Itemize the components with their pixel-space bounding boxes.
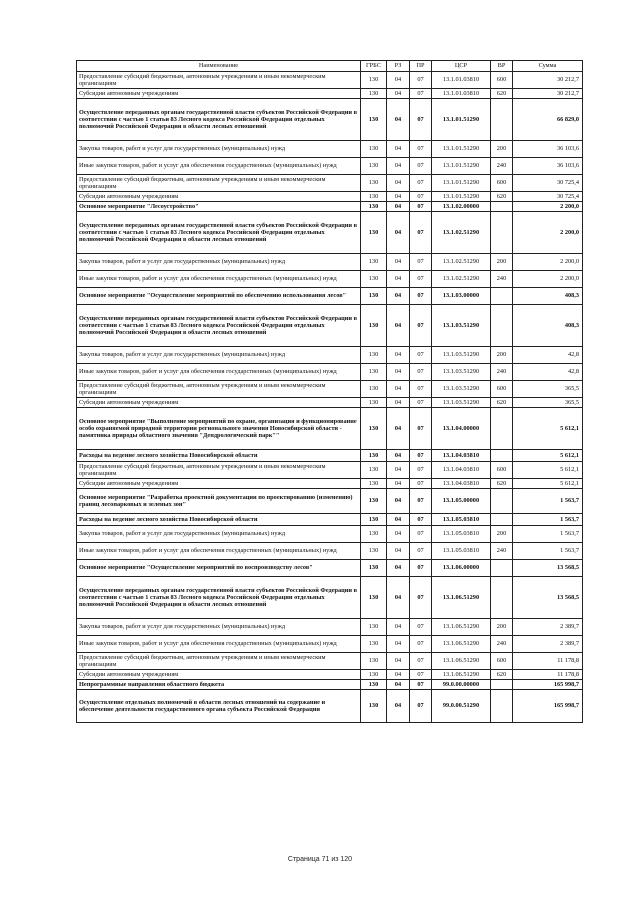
row-rz-cell: 04 [387,462,410,479]
row-csr-cell: 13.1.06.51290 [432,619,491,636]
row-rz-cell: 04 [387,560,410,577]
row-csr-cell: 13.1.05.03810 [432,514,491,526]
row-csr-cell: 13.1.02.51290 [432,212,491,254]
row-grbs-cell: 130 [361,398,387,408]
row-rz-cell: 04 [387,72,410,89]
row-pr-cell: 07 [410,347,432,364]
col-header-csr: ЦСР [432,61,491,72]
row-grbs-cell: 130 [361,381,387,398]
row-rz-cell: 04 [387,489,410,514]
row-vr-cell: 620 [491,479,513,489]
row-name-cell: Предоставление субсидий бюджетным, автономным учреждениям и иным некоммерческим организациям [77,72,361,89]
row-name-cell: Основное мероприятие "Лесоустройство" [77,202,361,212]
table-row [77,99,583,141]
row-grbs-cell: 130 [361,479,387,489]
row-vr-cell: 620 [491,670,513,680]
row-sum-cell: 5 612,1 [513,450,583,462]
row-pr-cell: 07 [410,158,432,175]
row-pr-cell: 07 [410,479,432,489]
row-pr-cell: 07 [410,254,432,271]
row-name-cell: Осуществление отдельных полномочий в области лесных отношений на содержание и обеспечение деятельности государственного органа субъекта Российской Федерации [77,690,361,723]
row-pr-cell: 07 [410,577,432,619]
table-row [77,89,583,99]
row-sum-cell: 30 212,7 [513,72,583,89]
row-csr-cell: 99.0.00.00000 [432,680,491,690]
row-rz-cell: 04 [387,619,410,636]
row-pr-cell: 07 [410,192,432,202]
budget-table [76,60,583,723]
row-csr-cell: 13.1.02.51290 [432,271,491,288]
table-row [77,577,583,619]
row-rz-cell: 04 [387,202,410,212]
row-pr-cell: 07 [410,305,432,347]
row-grbs-cell: 130 [361,175,387,192]
row-name-cell: Иные закупки товаров, работ и услуг для обеспечения государственных (муниципальных) нужд [77,636,361,653]
row-rz-cell: 04 [387,305,410,347]
row-csr-cell: 13.1.05.03810 [432,543,491,560]
row-vr-cell: 200 [491,254,513,271]
row-vr-cell [491,288,513,305]
row-name-cell: Иные закупки товаров, работ и услуг для обеспечения государственных (муниципальных) нужд [77,364,361,381]
row-vr-cell [491,408,513,450]
row-name-cell: Иные закупки товаров, работ и услуг для обеспечения государственных (муниципальных) нужд [77,271,361,288]
row-name-cell: Основное мероприятие "Разработка проектной документации по проектированию (изменению) границ лесопарковых и зеленых зон" [77,489,361,514]
table-row [77,347,583,364]
row-csr-cell: 13.1.01.51290 [432,175,491,192]
table-row [77,636,583,653]
row-grbs-cell: 130 [361,450,387,462]
row-csr-cell: 13.1.02.00000 [432,202,491,212]
row-name-cell: Закупка товаров, работ и услуг для государственных (муниципальных) нужд [77,141,361,158]
row-csr-cell: 13.1.06.51290 [432,577,491,619]
row-name-cell: Закупка товаров, работ и услуг для государственных (муниципальных) нужд [77,619,361,636]
table-row [77,489,583,514]
row-rz-cell: 04 [387,653,410,670]
row-csr-cell: 13.1.05.03810 [432,526,491,543]
row-grbs-cell: 130 [361,212,387,254]
row-sum-cell: 408,3 [513,288,583,305]
row-sum-cell: 2 389,7 [513,619,583,636]
table-row [77,450,583,462]
row-csr-cell: 13.1.01.51290 [432,158,491,175]
row-pr-cell: 07 [410,398,432,408]
row-rz-cell: 04 [387,364,410,381]
table-row [77,271,583,288]
row-sum-cell: 5 612,1 [513,408,583,450]
table-row [77,526,583,543]
row-pr-cell: 07 [410,72,432,89]
row-csr-cell: 13.1.03.51290 [432,347,491,364]
row-pr-cell: 07 [410,526,432,543]
col-header-vr: ВР [491,61,513,72]
row-name-cell: Субсидии автономным учреждениям [77,670,361,680]
row-pr-cell: 07 [410,408,432,450]
row-pr-cell: 07 [410,489,432,514]
row-grbs-cell: 130 [361,670,387,680]
row-rz-cell: 04 [387,408,410,450]
row-pr-cell: 07 [410,636,432,653]
row-sum-cell: 2 200,0 [513,212,583,254]
row-name-cell: Осуществление переданных органам государственной власти субъектов Российской Федерации в соответствии с частью 1 статьи 83 Лесного кодекса Российской Федерации отдельных полномочий Российской Федерации в области лесных отношений [77,305,361,347]
row-csr-cell: 13.1.06.00000 [432,560,491,577]
row-csr-cell: 13.1.04.03810 [432,450,491,462]
row-pr-cell: 07 [410,202,432,212]
row-grbs-cell: 130 [361,89,387,99]
table-row [77,560,583,577]
row-vr-cell: 620 [491,192,513,202]
row-rz-cell: 04 [387,175,410,192]
row-vr-cell: 600 [491,381,513,398]
row-rz-cell: 04 [387,89,410,99]
col-header-rz: РЗ [387,61,410,72]
row-pr-cell: 07 [410,619,432,636]
row-grbs-cell: 130 [361,141,387,158]
row-name-cell: Иные закупки товаров, работ и услуг для обеспечения государственных (муниципальных) нужд [77,158,361,175]
row-grbs-cell: 130 [361,577,387,619]
row-rz-cell: 04 [387,141,410,158]
row-sum-cell: 2 200,0 [513,254,583,271]
row-grbs-cell: 130 [361,560,387,577]
row-vr-cell [491,99,513,141]
table-row [77,72,583,89]
row-name-cell: Осуществление переданных органам государственной власти субъектов Российской Федерации в соответствии с частью 1 статьи 83 Лесного кодекса Российской Федерации отдельных полномочий Российской Федерации в области лесных отношений [77,212,361,254]
row-name-cell: Расходы на ведение лесного хозяйства Новосибирской области [77,450,361,462]
row-sum-cell: 30 725,4 [513,175,583,192]
row-pr-cell: 07 [410,381,432,398]
row-sum-cell: 365,5 [513,398,583,408]
row-grbs-cell: 130 [361,489,387,514]
row-rz-cell: 04 [387,543,410,560]
row-pr-cell: 07 [410,271,432,288]
row-sum-cell: 1 563,7 [513,489,583,514]
col-header-grbs: ГРБС [361,61,387,72]
table-row [77,141,583,158]
row-csr-cell: 13.1.01.51290 [432,141,491,158]
row-grbs-cell: 130 [361,305,387,347]
row-csr-cell: 13.1.03.51290 [432,305,491,347]
row-pr-cell: 07 [410,175,432,192]
row-name-cell: Основное мероприятие "Осуществление мероприятий по воспроизводству лесов" [77,560,361,577]
row-pr-cell: 07 [410,288,432,305]
row-name-cell: Предоставление субсидий бюджетным, автономным учреждениям и иным некоммерческим организациям [77,462,361,479]
table-row [77,305,583,347]
row-pr-cell: 07 [410,450,432,462]
row-pr-cell: 07 [410,653,432,670]
row-rz-cell: 04 [387,347,410,364]
row-sum-cell: 42,8 [513,364,583,381]
row-pr-cell: 07 [410,670,432,680]
row-grbs-cell: 130 [361,408,387,450]
row-name-cell: Осуществление переданных органам государственной власти субъектов Российской Федерации в соответствии с частью 1 статьи 83 Лесного кодекса Российской Федерации отдельных полномочий Российской Федерации в области лесных отношений [77,577,361,619]
table-row [77,690,583,723]
row-grbs-cell: 130 [361,462,387,479]
row-csr-cell: 13.1.02.51290 [432,254,491,271]
row-rz-cell: 04 [387,690,410,723]
row-csr-cell: 13.1.04.03810 [432,479,491,489]
table-row [77,479,583,489]
row-grbs-cell: 130 [361,514,387,526]
row-sum-cell: 66 829,0 [513,99,583,141]
row-grbs-cell: 130 [361,680,387,690]
row-name-cell: Основное мероприятие "Выполнение мероприятий по охране, организация и функционирование особо охраняемой природной территории регионального значения Новосибирской области - памятника природы областного значения "Дендрологический парк"" [77,408,361,450]
row-vr-cell: 200 [491,347,513,364]
row-sum-cell: 13 568,5 [513,577,583,619]
row-sum-cell: 165 998,7 [513,680,583,690]
row-vr-cell [491,690,513,723]
row-vr-cell [491,577,513,619]
table-row [77,670,583,680]
row-grbs-cell: 130 [361,636,387,653]
row-name-cell: Осуществление переданных органам государственной власти субъектов Российской Федерации в соответствии с частью 1 статьи 83 Лесного кодекса Российской Федерации отдельных полномочий Российской Федерации в области лесных отношений [77,99,361,141]
row-vr-cell: 200 [491,526,513,543]
row-vr-cell: 240 [491,636,513,653]
row-grbs-cell: 130 [361,347,387,364]
row-vr-cell: 240 [491,543,513,560]
row-grbs-cell: 130 [361,288,387,305]
row-sum-cell: 165 998,7 [513,690,583,723]
row-csr-cell: 13.1.01.03810 [432,89,491,99]
row-sum-cell: 11 178,8 [513,670,583,680]
row-csr-cell: 13.1.01.03810 [432,72,491,89]
row-rz-cell: 04 [387,577,410,619]
table-row [77,381,583,398]
row-vr-cell: 600 [491,653,513,670]
row-pr-cell: 07 [410,212,432,254]
row-pr-cell: 07 [410,560,432,577]
row-sum-cell: 13 568,5 [513,560,583,577]
row-vr-cell: 240 [491,271,513,288]
row-sum-cell: 11 178,8 [513,653,583,670]
table-row [77,653,583,670]
table-row [77,364,583,381]
row-vr-cell: 620 [491,89,513,99]
row-rz-cell: 04 [387,450,410,462]
row-name-cell: Субсидии автономным учреждениям [77,479,361,489]
table-row [77,619,583,636]
row-vr-cell: 240 [491,364,513,381]
header-row [77,61,583,72]
row-csr-cell: 13.1.05.00000 [432,489,491,514]
row-name-cell: Субсидии автономным учреждениям [77,192,361,202]
row-rz-cell: 04 [387,514,410,526]
table-row [77,680,583,690]
row-csr-cell: 13.1.04.00000 [432,408,491,450]
row-name-cell: Субсидии автономным учреждениям [77,398,361,408]
table-row [77,175,583,192]
row-csr-cell: 13.1.03.51290 [432,381,491,398]
table-row [77,288,583,305]
row-name-cell: Предоставление субсидий бюджетным, автономным учреждениям и иным некоммерческим организациям [77,175,361,192]
row-rz-cell: 04 [387,212,410,254]
row-sum-cell: 5 612,1 [513,479,583,489]
row-sum-cell: 5 612,1 [513,462,583,479]
row-grbs-cell: 130 [361,526,387,543]
row-rz-cell: 04 [387,192,410,202]
table-row [77,408,583,450]
table-row [77,398,583,408]
table-row [77,192,583,202]
row-grbs-cell: 130 [361,271,387,288]
row-csr-cell: 13.1.03.51290 [432,398,491,408]
row-vr-cell: 600 [491,462,513,479]
row-csr-cell: 99.0.00.51290 [432,690,491,723]
row-rz-cell: 04 [387,99,410,141]
col-header-name: Наименование [77,61,361,72]
row-csr-cell: 13.1.01.51290 [432,99,491,141]
row-name-cell: Закупка товаров, работ и услуг для государственных (муниципальных) нужд [77,254,361,271]
row-vr-cell [491,560,513,577]
row-grbs-cell: 130 [361,254,387,271]
row-rz-cell: 04 [387,680,410,690]
row-sum-cell: 1 563,7 [513,514,583,526]
table-row [77,158,583,175]
row-grbs-cell: 130 [361,690,387,723]
row-pr-cell: 07 [410,680,432,690]
col-header-pr: ПР [410,61,432,72]
row-vr-cell: 600 [491,72,513,89]
row-grbs-cell: 130 [361,158,387,175]
row-rz-cell: 04 [387,271,410,288]
table-row [77,254,583,271]
row-csr-cell: 13.1.06.51290 [432,670,491,680]
row-grbs-cell: 130 [361,202,387,212]
row-rz-cell: 04 [387,398,410,408]
row-vr-cell: 620 [491,398,513,408]
row-vr-cell: 200 [491,619,513,636]
row-rz-cell: 04 [387,288,410,305]
row-rz-cell: 04 [387,254,410,271]
table-row [77,212,583,254]
row-grbs-cell: 130 [361,192,387,202]
row-csr-cell: 13.1.06.51290 [432,636,491,653]
page-number: Страница 71 из 120 [287,856,353,863]
row-vr-cell: 240 [491,158,513,175]
row-csr-cell: 13.1.06.51290 [432,653,491,670]
row-pr-cell: 07 [410,99,432,141]
row-pr-cell: 07 [410,543,432,560]
row-grbs-cell: 130 [361,619,387,636]
row-vr-cell: 200 [491,141,513,158]
row-name-cell: Основное мероприятие "Осуществление мероприятий по обеспечению использования лесов" [77,288,361,305]
row-vr-cell [491,680,513,690]
row-csr-cell: 13.1.01.51290 [432,192,491,202]
table-row [77,462,583,479]
row-vr-cell [491,450,513,462]
row-sum-cell: 42,8 [513,347,583,364]
row-csr-cell: 13.1.03.51290 [432,364,491,381]
row-vr-cell [491,514,513,526]
row-grbs-cell: 130 [361,543,387,560]
col-header-sum: Сумма [513,61,583,72]
table-row [77,543,583,560]
row-pr-cell: 07 [410,141,432,158]
row-vr-cell [491,212,513,254]
row-csr-cell: 13.1.03.00000 [432,288,491,305]
row-pr-cell: 07 [410,89,432,99]
row-sum-cell: 30 212,7 [513,89,583,99]
row-name-cell: Закупка товаров, работ и услуг для государственных (муниципальных) нужд [77,526,361,543]
row-vr-cell: 600 [491,175,513,192]
row-vr-cell [491,305,513,347]
row-sum-cell: 36 103,6 [513,158,583,175]
row-grbs-cell: 130 [361,653,387,670]
row-name-cell: Иные закупки товаров, работ и услуг для обеспечения государственных (муниципальных) нужд [77,543,361,560]
row-name-cell: Предоставление субсидий бюджетным, автономным учреждениям и иным некоммерческим организациям [77,653,361,670]
row-name-cell: Непрограммные направления областного бюджета [77,680,361,690]
row-sum-cell: 2 200,0 [513,271,583,288]
row-sum-cell: 30 725,4 [513,192,583,202]
row-grbs-cell: 130 [361,72,387,89]
row-name-cell: Предоставление субсидий бюджетным, автономным учреждениям и иным некоммерческим организациям [77,381,361,398]
row-pr-cell: 07 [410,364,432,381]
row-grbs-cell: 130 [361,99,387,141]
row-grbs-cell: 130 [361,364,387,381]
row-rz-cell: 04 [387,636,410,653]
row-sum-cell: 408,3 [513,305,583,347]
row-rz-cell: 04 [387,479,410,489]
row-vr-cell [491,489,513,514]
row-pr-cell: 07 [410,514,432,526]
row-name-cell: Субсидии автономным учреждениям [77,89,361,99]
row-rz-cell: 04 [387,158,410,175]
row-sum-cell: 365,5 [513,381,583,398]
row-rz-cell: 04 [387,526,410,543]
row-name-cell: Расходы на ведение лесного хозяйства Новосибирской области [77,514,361,526]
row-sum-cell: 1 563,7 [513,543,583,560]
row-sum-cell: 36 103,6 [513,141,583,158]
table-row [77,202,583,212]
table-row [77,514,583,526]
row-csr-cell: 13.1.04.03810 [432,462,491,479]
row-pr-cell: 07 [410,462,432,479]
row-name-cell: Закупка товаров, работ и услуг для государственных (муниципальных) нужд [77,347,361,364]
row-rz-cell: 04 [387,670,410,680]
row-rz-cell: 04 [387,381,410,398]
row-sum-cell: 2 200,0 [513,202,583,212]
row-sum-cell: 1 563,7 [513,526,583,543]
row-vr-cell [491,202,513,212]
row-pr-cell: 07 [410,690,432,723]
row-sum-cell: 2 389,7 [513,636,583,653]
